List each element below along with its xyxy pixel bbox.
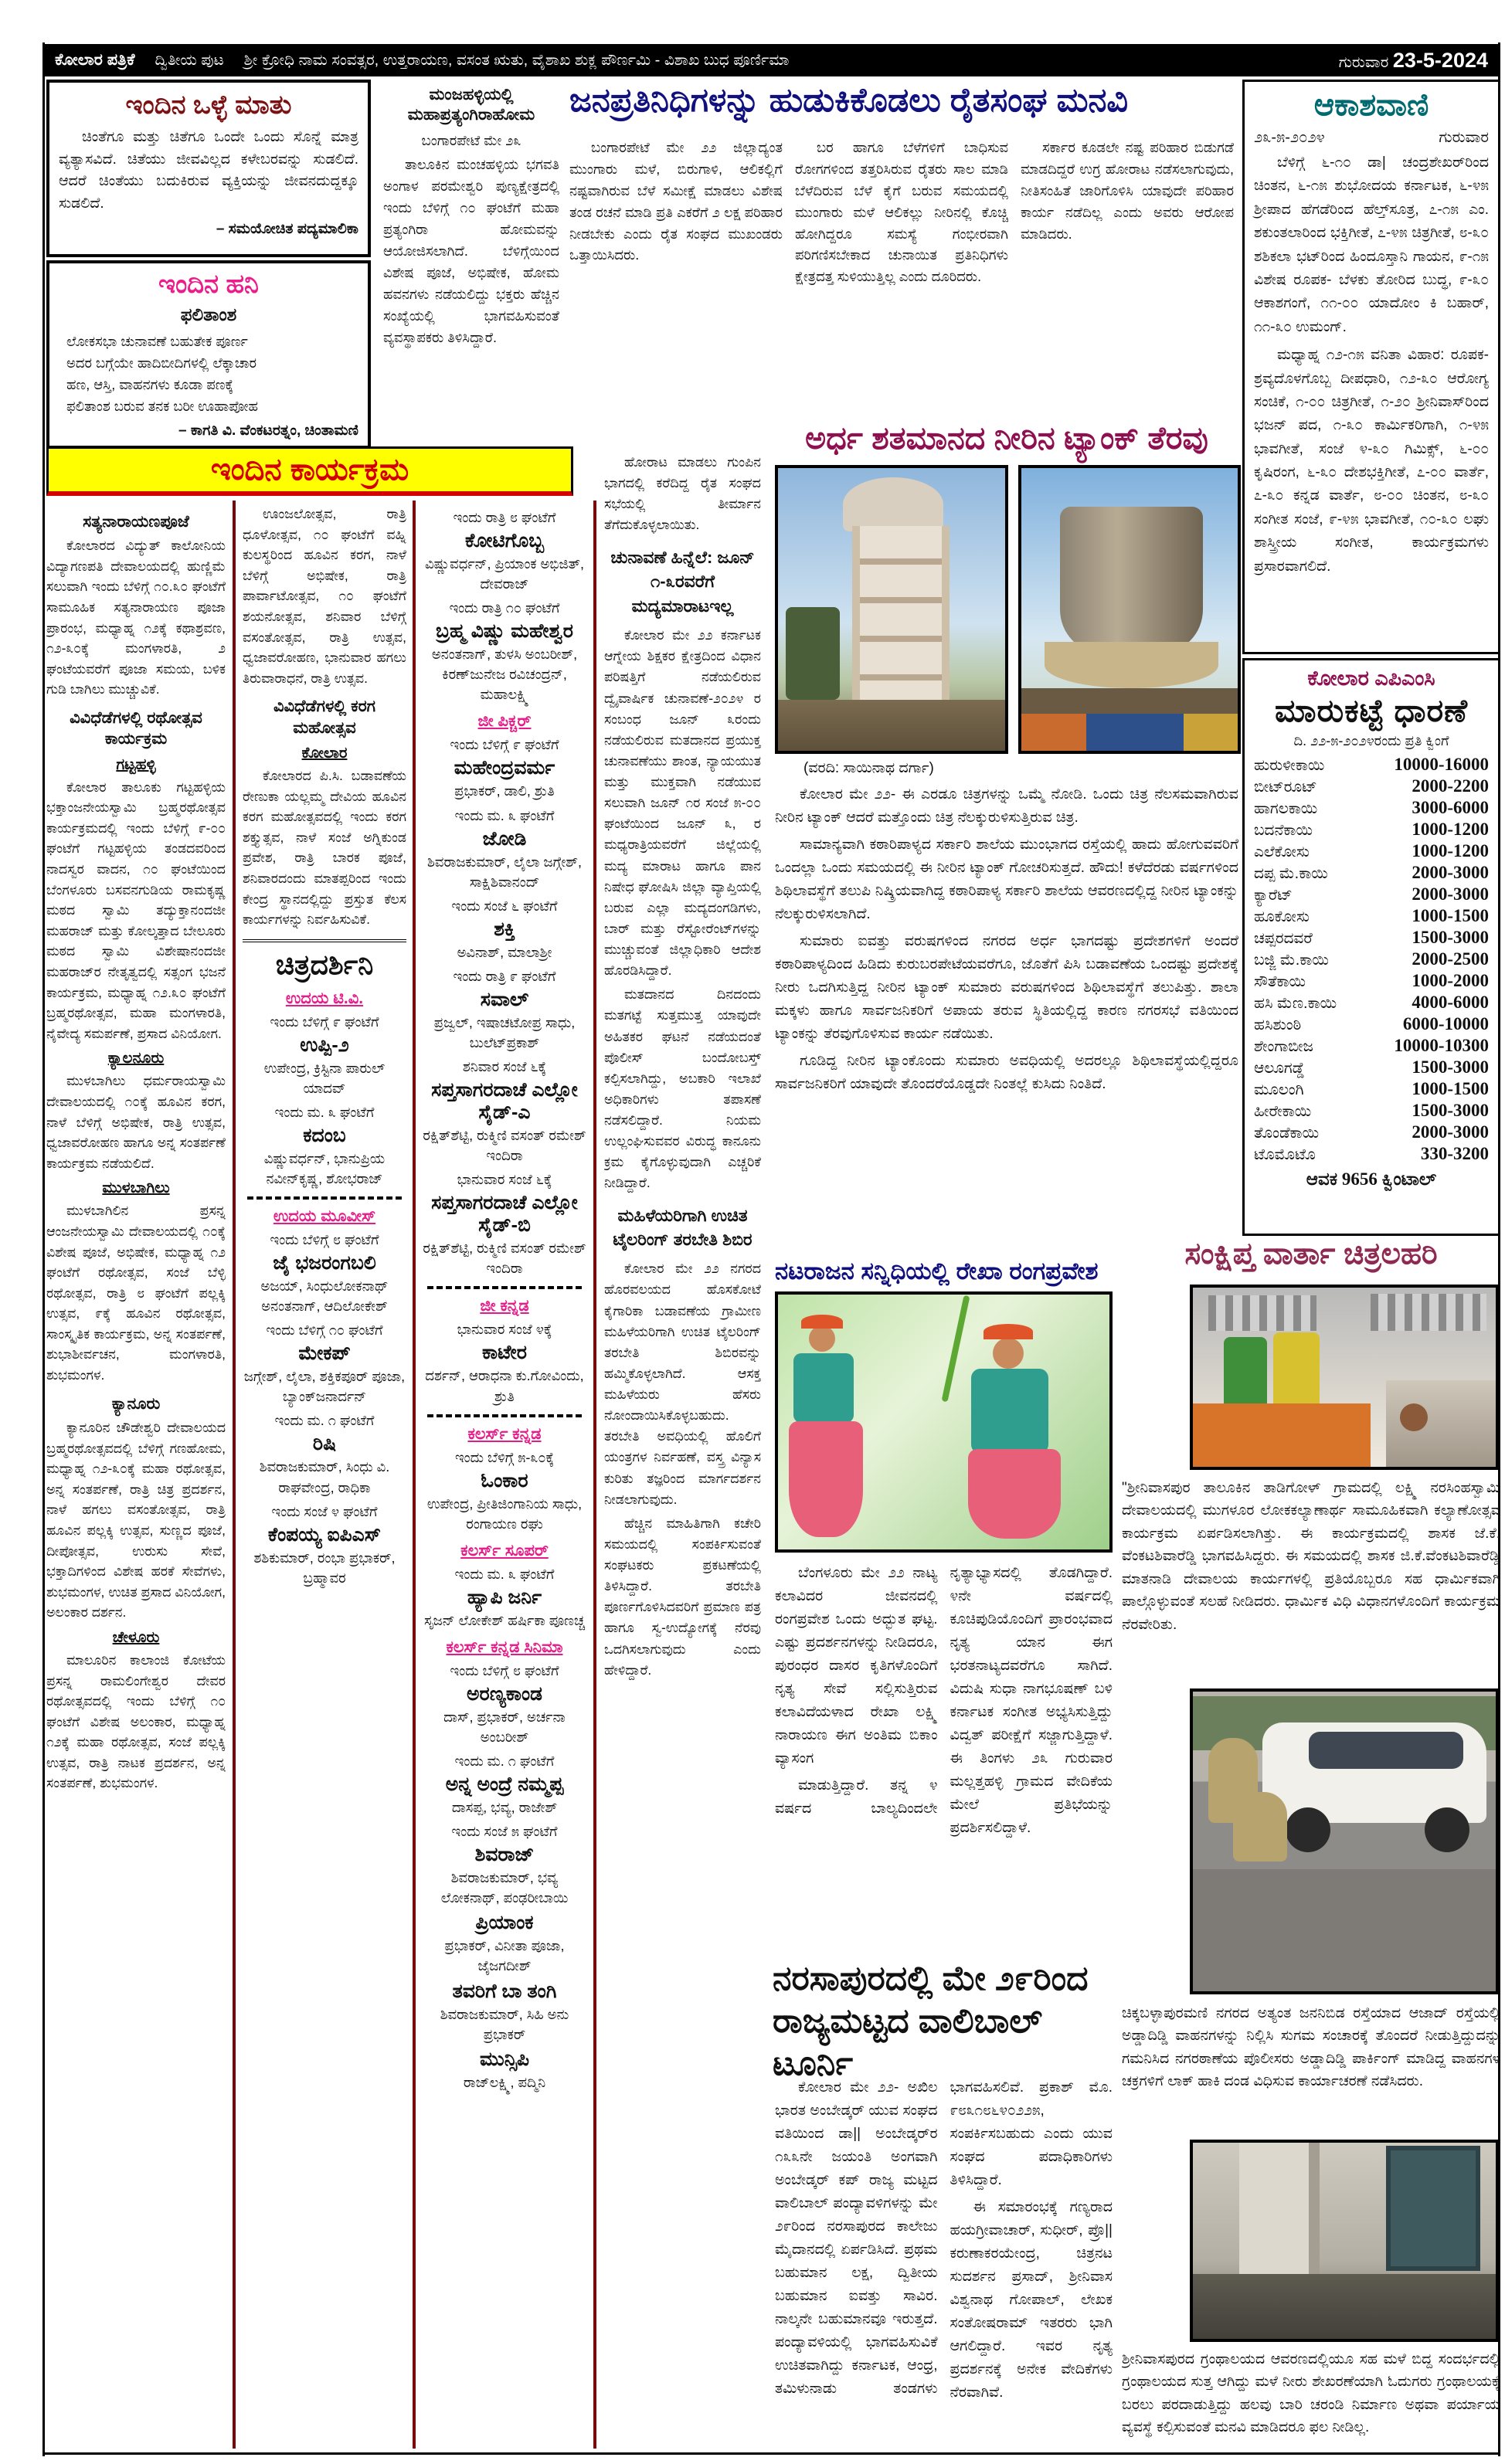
program-block: ಅನಂತನಾಗ್, ತುಳಸಿ ಅಂಬರೀಶ್, ಕಿರಣ್‌ಜುನೇಜ ರವಿಚಂದ್ರನ್, ಮಹಾಲಕ್ಷ್ಮಿ [431,647,578,703]
program-block: ಜೋಡಿ [482,827,527,850]
program-block: ಇಂದು ರಾತ್ರಿ ೧೦ ಘಂಟೆಗೆ [449,600,560,616]
market-kicker: ಕೋಲಾರ ಎಪಿಎಂಸಿ [1307,667,1435,690]
program-block: ಉಪೇಂದ್ರ, ಪ್ರೀತಿಜಿಂಗಾನಿಯ ಸಾಧು, ರಂಗಾಯಣ ರಘು [426,1495,583,1532]
program-block: ಉದಯ ಮೂವೀಸ್ [273,1207,376,1226]
market-footer: ಆವಕ 9656 ಕ್ವಿಂಟಾಲ್ [1306,1169,1437,1189]
program-block: ಪ್ರಿಯಾಂಕ [475,1912,534,1934]
commodity-name: ಚಪ್ಪರದವರೆ [1254,930,1313,947]
commodity-name: ಬದನೆಕಾಯಿ [1254,822,1313,839]
volleyball-text: ಕೋಲಾರ ಮೇ ೨೨- ಅಖಿಲ ಭಾರತ ಅಂಬೇಡ್ಕರ್ ಯುವ ಸಂಘದ ವತಿಯಿಂದ ಡಾ|| ಅಂಬೇಡ್ಕರ್‌ರ ೧೩೩ನೇ ಜಯಂತಿ ಅಂಗವಾಗಿ ಅಂಬೇಡ್ಕರ್ ಕಪ್ ರಾಜ್ಯ ಮಟ್ಟದ ವಾಲಿಬಾಲ್ ಪಂದ್ಯಾವಳಿಗಳನ್ನು ಮೇ ೨೯ರಿಂದ ನರಸಾಪುರದ ಕಾಲೇಜು ಮೈದಾನದಲ್ಲಿ ಏರ್ಪಡಿಸಿದೆ. ಪ್ರಥಮ ಬಹುಮಾನ ಲಕ್ಷ, ದ್ವಿತೀಯ ಬಹುಮಾನ ಐವತ್ತು ಸಾವಿರ. ನಾಲ್ಕನೇ ಬಹುಮಾನವೂ ಇರುತ್ತದೆ. ಪಂದ್ಯಾವಳಿಯಲ್ಲಿ ಭಾಗವಹಿಸುವಿಕೆ ಉಚಿತವಾಗಿದ್ದು ಕರ್ನಾಟಕ, ಆಂಧ್ರ, ತಮಿಳುನಾಡು ತಂಡಗಳು ಭಾಗವಹಿಸಲಿವೆ. ಪ್ರಕಾಶ್ ಮೊ. ೯೮೩೧೮೬೪೦೨೨೫, ಸಂಪರ್ಕಿಸಬಹುದು ಎಂದು ಯುವ ಸಂಘದ ಪದಾಧಿಕಾರಿಗಳು ತಿಳಿಸಿದ್ದಾರೆ. [775,2079,1113,2398]
main-col2: ಬರ ಹಾಗೂ ಬೆಳೆಗಳಿಗೆ ಬಾಧಿಸುವ ರೋಗಗಳಿಂದ ತತ್ತರಿಸಿರುವ ರೈತರು ಸಾಲ ಮಾಡಿ ಬೆಳೆದಿರುವ ಬೆಳೆ ಕೈಗೆ ಬರುವ ಸಮಯದಲ್ಲಿ ಮುಂಗಾರು ಮಳೆ ಆಲಿಕಲ್ಲು ನೀರಿನಲ್ಲಿ ಕೊಚ್ಚಿ ಹೋಗಿದ್ದರೂ ಸಮಸ್ಯೆ ಗಂಭೀರವಾಗಿ ಪರಿಗಣಿಸಬೇಕಾದ ಚುನಾಯಿತ ಪ್ರತಿನಿಧಿಗಳು ಕ್ಷೇತ್ರದತ್ತ ಸುಳಿಯುತ್ತಿಲ್ಲ ಎಂದು ದೂರಿದರು. [795,140,1008,285]
market-row [1252,1100,1490,1122]
col4-lead [604,452,761,536]
program-block: ಕ್ಯಾಲನೂರು [107,1050,165,1067]
dancer1-skirt [789,1421,863,1537]
price-range: 2000-2500 [1412,949,1489,969]
program-block: ಇಂದು ಮ. ೩ ಘಂಟೆಗೆ [454,1566,555,1582]
program-block: ಶನಿವಾರ ಸಂಜೆ ೬ಕ್ಕೆ [462,1059,547,1075]
sankshipta-title: ಸಂಕ್ಷಿಪ್ತ ವಾರ್ತಾ ಚಿತ್ರಲಹರಿ [1184,1237,1438,1271]
price-range: 1000-1200 [1412,820,1489,839]
program-block: ಕೋಟಿಗೊಬ್ಬ [465,530,544,552]
hani-title: ಇಂದಿನ ಹನಿ [158,270,259,299]
dancer2-face [993,1338,1024,1369]
program-block: ಭಾನುವಾರ ಸಂಜೆ ೪ಕ್ಕೆ [457,1322,552,1338]
hani-line: ಅದರ ಬಗ್ಗೆಯೇ ಹಾದಿಬೀದಿಗಳಲ್ಲಿ ಲೆಕ್ಕಾಚಾರ [66,355,257,371]
rangapravesha-col2: ಮಾಡುತ್ತಿದ್ದಾರೆ. ತನ್ನ ೪ ವರ್ಷದ ಬಾಲ್ಯದಿಂದಲೇ ನೃತ್ಯಾಭ್ಯಾಸದಲ್ಲಿ ತೊಡಗಿದ್ದಾರೆ. ೪ನೇ ವರ್ಷದಲ್ಲಿ ಕೂಚಿಪುಡಿಯೊಂದಿಗೆ ಪ್ರಾರಂಭವಾದ ನೃತ್ಯ ಯಾನ ಈಗ ಭರತನಾಟ್ಯದವರೆಗೂ ಸಾಗಿದೆ. ವಿದುಷಿ ಸುಧಾ ನಾಗಭೂಷಣ್ ಬಳಿ ಕರ್ನಾಟಕ ಸಂಗೀತ ಅಭ್ಯಸಿಸುತ್ತಿದ್ದು ವಿದ್ವತ್ ಪರೀಕ್ಷೆಗೆ ಸಜ್ಜಾಗುತ್ತಿದ್ದಾಳೆ. ಈ ತಿಂಗಳು ೨೩ ಗುರುವಾರ ಮಲ್ಲತ್ತಹಳ್ಳಿ ಗ್ರಾಮದ ವೇದಿಕೆಯ ಮೇಲೆ ಪ್ರತಿಭೆಯನ್ನು ಪ್ರದರ್ಶಿಸಲಿದ್ದಾಳೆ. [775,1565,1113,1837]
program-block: ಇಂದು ಬೆಳಿಗ್ಗೆ ೯ ಘಂಟೆಗೆ [450,737,559,753]
programs-col1 [46,504,226,2444]
program-block: ಕಲರ್ಸ್ ಸೂಪರ್ [460,1541,549,1560]
market-row [1252,884,1490,905]
tank-base [1045,642,1218,688]
hani-line: ಲೋಕಸಭಾ ಚುನಾವಣೆ ಬಹುತೇಕ ಪೂರ್ಣ [66,334,248,349]
program-block: ಶಿವರಾಜಕುಮಾರ್, ಸಿಹಿ ಅನು ಪ್ರಭಾಕರ್ [440,2006,569,2042]
dancer2-headpiece [984,1324,1033,1339]
rangapravesha-headline: ನಟರಾಜನ ಸನ್ನಿಧಿಯಲ್ಲಿ ರೇಖಾ ರಂಗಪ್ರವೇಶ [775,1257,1099,1285]
tank-headline: ಅರ್ಧ ಶತಮಾನದ ನೀರಿನ ಟ್ಯಾಂಕ್ ತೆರವು [805,420,1208,456]
program-block: ಸೃಜನ್ ಲೋಕೇಶ್ ಹರ್ಷಿಕಾ ಪೂಣಚ್ಚ [423,1612,586,1628]
program-block: ವಿಷ್ಣುವರ್ಧನ್, ಭಾನುಪ್ರಿಯ ನವೀನ್‌ಕೃಷ್ಣ, ಶೋಭರಾಜ್ [263,1150,386,1186]
program-block [247,1196,402,1200]
rangapravesha-col1: ಬೆಂಗಳೂರು ಮೇ ೨೨ ನಾಟ್ಯ ಕಲಾವಿದರ ಜೀವನದಲ್ಲಿ ರಂಗಪ್ರವೇಶ ಒಂದು ಅದ್ಭುತ ಘಟ್ಟ. ಎಷ್ಟು ಪ್ರದರ್ಶನಗಳನ್ನು ನೀಡಿದರೂ, ಪುರಂಧರ ದಾಸರ ಕೃತಿಗಳೊಂದಿಗೆ ನೃತ್ಯ ಸೇವೆ ಸಲ್ಲಿಸುತ್ತಿರುವ ಕಲಾವಿದೆಯಳಾದ ರೇಖಾ ಲಕ್ಷ್ಮಿ ನಾರಾಯಣ ಈಗ ಅಂತಿಮ ಬಿಕಾಂ ವ್ಯಾಸಂಗ [775,1565,938,1767]
price-range: 2000-3000 [1412,863,1489,882]
commodity-name: ಬಜ್ಜಿ ಮೆ.ಕಾಯಿ [1254,952,1329,969]
policeman-2 [1233,1792,1287,1862]
manjahalli-body [383,131,559,349]
market-row [1252,1057,1490,1078]
commodity-name: ತೊಂಡೆಕಾಯಿ [1254,1125,1320,1142]
water-tower-photo [775,465,1008,754]
price-range: 10000-10300 [1394,1036,1489,1055]
hani-lines [59,331,358,418]
program-block: ಇಂದು ಸಂಜೆ ೪ ಘಂಟೆಗೆ [271,1503,378,1519]
price-range: 2000-2200 [1412,776,1489,796]
page-frame-left [42,42,45,2456]
ritual-table [1193,1403,1371,1470]
market-row [1252,992,1490,1013]
page-label: ದ್ವಿತೀಯ ಪುಟ [155,51,224,69]
tank-photo-credit: (ವರದಿ: ಸಾಯಿನಾಥ ದರ್ಗಾ) [803,760,934,776]
program-block: ಚೇಳೂರು [112,1628,160,1646]
tank-cylinder [1060,507,1203,653]
commodity-name: ಹಸಿಶುಂಠಿ [1254,1016,1302,1033]
price-range: 1000-1200 [1412,841,1489,860]
program-block: ಚಿತ್ರದರ್ಶಿನಿ [243,939,406,982]
pillar [1239,2143,1320,2274]
masthead [42,44,1500,76]
program-block: ಇಂದು ಬೆಳಿಗ್ಗೆ ೫-೩೦ಕ್ಕೆ [454,1449,555,1465]
green-door [1386,2146,1480,2271]
manjahalli-text: ತಾಲೂಕಿನ ಮಂಚಹಳ್ಳಿಯ ಭಗವತಿ ಅಂಗಾಳ ಪರಮೇಶ್ವರಿ ಪುಣ್ಯಕ್ಷೇತ್ರದಲ್ಲಿ ಇಂದು ಬೆಳಿಗ್ಗೆ ೧೦ ಘಂಟೆಗೆ ಮಹಾ ಪ್ರತ್ಯಂಗಿರಾ ಹೋಮವನ್ನು ಆಯೋಜಿಸಲಾಗಿದೆ. ಬೆಳಿಗ್ಗೆಯಿಂದ ವಿಶೇಷ ಪೂಜೆ, ಅಭಿಷೇಕ, ಹೋಮ ಹವನಗಳು ನಡೆಯಲಿದ್ದು ಭಕ್ತರು ಹೆಚ್ಚಿನ ಸಂಖ್ಯೆಯಲ್ಲಿ ಭಾಗವಹಿಸುವಂತೆ ವ್ಯವಸ್ಥಾಪಕರು ತಿಳಿಸಿದ್ದಾರೆ. [383,157,559,345]
price-range: 330-3200 [1420,1144,1489,1163]
program-block: ಸವಾಲ್ [480,988,529,1010]
program-block: ತವರಿಗೆ ಬಾ ತಂಗಿ [452,1980,557,2002]
volleyball-headline [773,1957,1097,2085]
tank-article-body [775,783,1238,1247]
main-headline: ಜನಪ್ರತಿನಿಧಿಗಳನ್ನು ಹುಡುಕಿಕೊಡಲು ರೈತಸಂಘ ಮನವಿ [569,82,1129,119]
program-block: ಅಜಯ್, ಸಿಂಧುಲೋಕನಾಥ್ ಅನಂತನಾಗ್, ಆದಿಲೋಕೇಶ್ [260,1278,389,1315]
program-block: ಅವಿನಾಶ್, ಮಾಲಾಶ್ರೀ [457,944,552,960]
price-range: 1000-2000 [1412,971,1489,990]
program-block: ಊಂಜಲೋತ್ಸವ, ರಾತ್ರಿ ಧೂಳೋತ್ಸವ, ೧೦ ಘಂಟೆಗೆ ವಹ್ನಿ ಕುಲಸ್ಥರಿಂದ ಹೂವಿನ ಕರಗ, ನಾಳೆ ಬೆಳಿಗ್ಗೆ ಅಭಿಷೇಕ, ರಾತ್ರಿ ಪಾರ್ವಾಟೋತ್ಸವ, ೧೦ ಘಂಟೆಗೆ ಶಯನೋತ್ಸವ, ಶನಿವಾರ ಬೆಳಿಗ್ಗೆ ವಸಂತೋತ್ಸವ, ರಾತ್ರಿ ಉತ್ಸವ, ಧ್ವಜಾವರೋಹಣ, ಭಾನುವಾರ ಹಗಲು ತಿರುವಾರಾಧನೆ, ರಾತ್ರಿ ಉತ್ಸವ. [243,506,406,686]
news-col4 [604,452,761,2449]
commodity-name: ಎಲೆಕೋಸು [1254,843,1310,860]
program-block: ಕಲರ್ಸ್ ಕನ್ನಡ [467,1424,542,1443]
program-block: ಕ್ಯಾನೂರು [111,1394,161,1413]
sankshipta-item2-text: ಚಿಕ್ಕಬಳ್ಳಾಪುರಮಣಿ ನಗರದ ಅತ್ಯಂತ ಜನನಿಬಿಡ ರಸ್ತೆಯಾದ ಆಜಾದ್ ರಸ್ತೆಯಲ್ಲಿ ಅಡ್ಡಾದಿಡ್ಡಿ ವಾಹನಗಳನ್ನು ನಿಲ್ಲಿಸಿ ಸುಗಮ ಸಂಚಾರಕ್ಕೆ ತೊಂದರೆ ನೀಡುತ್ತಿದ್ದುದನ್ನು ಗಮನಿಸಿದ ನಗರಠಾಣೆಯ ಪೊಲೀಸರು ಅಡ್ಡಾದಿಡ್ಡಿ ಪಾರ್ಕಿಂಗ್ ಮಾಡಿದ್ದ ವಾಹನಗಳ ಚಕ್ರಗಳಿಗೆ ಲಾಕ್ ಹಾಕಿ ದಂಡ ವಿಧಿಸುವ ಕಾರ್ಯಾಚರಣೆ ನಡೆಸಿದರು. [1122,2005,1500,2090]
program-block: ರಕ್ಷಿತ್‌ಶೆಟ್ಟಿ, ರುಕ್ಮಿಣಿ ವಸಂತ್ ರಮೇಶ್ ಇಂದಿರಾ [423,1240,586,1277]
rangapravesha-tail: ಈ ಸಮಾರಂಭಕ್ಕೆ ಗಣ್ಯರಾದ ಹಯಗ್ರೀವಾಚಾರ್, ಸುಧೀರ್, ಪ್ರೊ|| ಕರುಣಾಕರಯೇಂದ್ರ, ಚಿತ್ರನಟ ಸುದರ್ಶನ ಪ್ರಸಾದ್, ಶ್ರೀನಿವಾಸ ವಿಶ್ವನಾಥ ಗೋಪಾಲ್, ಲೇಖಕ ಸಂತೋಷರಾಮ್ ಇತರರು ಭಾಗಿ ಆಗಲಿದ್ದಾರೆ. ಇವರ ನೃತ್ಯ ಪ್ರದರ್ಶನಕ್ಕೆ ಅನೇಕ ವೇದಿಕೆಗಳು ನೆರವಾಗಿವೆ. [950,2199,1113,2401]
price-range: 10000-16000 [1394,755,1489,774]
program-block: ಓಂಕಾರ [481,1469,528,1492]
hani-subtitle: ಫಲಿತಾಂಶ [180,304,237,324]
program-block: ಹ್ಯಾಪಿ ಜರ್ನಿ [467,1586,542,1608]
tree-left [786,607,840,700]
tank-p1: ಕೋಲಾರ ಮೇ ೨೨- ಈ ಎರಡೂ ಚಿತ್ರಗಳನ್ನು ಒಮ್ಮೆ ನೋಡಿ. ಒಂದು ಚಿತ್ರ ನೆಲಸಮವಾಗಿರುವ ನೀರಿನ ಟ್ಯಾಂಕ್ ಆದರೆ ಮತ್ತೊಂದು ಚಿತ್ರ ನೆಲಕ್ಕುರುಳಿಸುತ್ತಿರುವ ಚಿತ್ರ. [775,786,1238,826]
program-block: ಬ್ರಹ್ಮ ವಿಷ್ಣು ಮಹೇಶ್ವರ [436,620,573,643]
programs-col2 [243,504,406,2444]
program-block: ಶಿವರಾಜ್ [474,1844,535,1866]
program-block: ಶಿವರಾಜಕುಮಾರ್, ಭವ್ಯ ಲೋಕನಾಥ್, ಪಂಢರೀಬಾಯಿ [440,1870,569,1906]
program-block: ಜಗ್ಗೇಶ್, ಲೈಲಾ, ಶಕ್ತಿಕಪೂರ್ ಪೂಜಾ, ಬ್ಯಾಂಕ್‌ಜನಾರ್ದನ್ [243,1369,406,1405]
program-block: ಗಟ್ಟಹಳ್ಳಿ [116,755,156,773]
commodity-name: ಕ್ಯಾರೆಟ್ [1254,887,1293,904]
akashavani-day: ಗುರುವಾರ [1439,129,1489,146]
volleyball-headline-line1: ನರಸಾಪುರದಲ್ಲಿ ಮೇ ೨೯ರಿಂದ [773,1960,1089,1997]
road [1193,1869,1496,1994]
car-wheel-rear [1425,1807,1469,1852]
price-range: 1500-3000 [1412,928,1489,947]
program-block: ಇಂದು ಬೆಳಿಗ್ಗೆ ೮ ಘಂಟೆಗೆ [450,1662,559,1678]
car-wheel-front [1286,1807,1330,1852]
sankshipta-item1-text: "ಶ್ರೀನಿವಾಸಪುರ ತಾಲೂಕಿನ ತಾಡಿಗೋಳ್ ಗ್ರಾಮದಲ್ಲಿ ಲಕ್ಷ್ಮಿ ನರಸಿಂಹಸ್ವಾಮಿ ದೇವಾಲಯದಲ್ಲಿ ಮುಗಳೂರ ಲೋಕಕಲ್ಯಾಣಾರ್ಥ ಸಾಮೂಹಿಕವಾಗಿ ಕಲ್ಯಾಣೋತ್ಸವ ಕಾರ್ಯಕ್ರಮ ಏರ್ಪಡಿಸಲಾಗಿತ್ತು. ಈ ಕಾರ್ಯಕ್ರಮದಲ್ಲಿ ಶಾಸಕ ಜೆ.ಕೆ. ವೆಂಕಟಶಿವಾರೆಡ್ಡಿ ಭಾಗವಹಿಸಿದ್ದರು. ಈ ಸಮಯದಲ್ಲಿ ಶಾಸಕ ಜಿ.ಕೆ.ವೆಂಕಟಶಿವಾರೆಡ್ಡಿ ಮಾತನಾಡಿ ದೇವಾಲಯ ಕಾರ್ಯಗಳಲ್ಲಿ ಪ್ರತಿಯೊಬ್ಬರೂ ಸಹ ಧಾರ್ಮಿಕವಾಗಿ ಪಾಲ್ಗೊಳ್ಳುವಂತೆ ಸಲಹೆ ನೀಡಿದರು. ಧಾರ್ಮಿಕ ವಿಧಿ ವಿಧಾನಗಳೊಂದಿಗೆ ಕಾರ್ಯಕ್ರಮ ನೆರವೇರಿತು. [1122,1480,1500,1633]
program-block: ರಾಜ್‌ಲಕ್ಷ್ಮಿ, ಪದ್ಮಿನಿ [463,2074,546,2090]
ground-rubble [778,700,1005,754]
column-rule-3 [593,501,596,2449]
program-block: ಮುಳಬಾಗಿಲು ಧರ್ಮರಾಯಸ್ವಾಮಿ ದೇವಾಲಯದಲ್ಲಿ ೧೦ಕ್ಕೆ ಹೂವಿನ ಕರಗ, ನಾಳೆ ಬೆಳಿಗ್ಗೆ ಅಭಿಷೇಕ, ರಾತ್ರಿ ಉತ್ಸವ, ಧ್ವಜಾವರೋಹಣ ಹಾಗೂ ಅನ್ನ ಸಂತರ್ಪಣೆ ಕಾರ್ಯಕ್ರಮ ನಡೆಯಲಿದೆ. [46,1073,226,1171]
program-block: ಉದಯ ಟಿ.ವಿ. [285,989,364,1007]
program-block: ವಿಷ್ಣುವರ್ಧನ್, ಪ್ರಿಯಾಂಕ ಅಭಿಜಿತ್, ದೇವರಾಜ್ [425,556,584,592]
program-block: ಇಂದು ಮ. ೧ ಘಂಟೆಗೆ [454,1753,555,1770]
commodity-name: ಹೂಕೋಸು [1254,908,1310,925]
program-block: ಇಂದು ಸಂಜೆ ೬ ಘಂಟೆಗೆ [451,898,558,914]
price-range: 2000-3000 [1412,1122,1489,1142]
price-range: 1000-1500 [1412,1079,1489,1098]
liquor-ban-p1: ಕೋಲಾರ ಮೇ ೨೨ ಕರ್ನಾಟಕ ಆಗ್ನೇಯ ಶಿಕ್ಷಕರ ಕ್ಷೇತ್ರದಿಂದ ವಿಧಾನ ಪರಿಷತ್ತಿಗೆ ನಡೆಯಲಿರುವ ದ್ವೈವಾರ್ಷಿಕ ಚುನಾವಣೆ-೨೦೨೪ ರ ಸಂಬಂಧ ಜೂನ್ ೩ರಂದು ನಡೆಯಲಿರುವ ಮತದಾನದ ಪ್ರಯುಕ್ತ ಚುನಾವಣೆಯು ಶಾಂತ, ನ್ಯಾಯಯುತ ಮತ್ತು ಮುಕ್ತವಾಗಿ ನಡೆಯುವ ಸಲುವಾಗಿ ಜೂನ್ ೧ರ ಸಂಜೆ ೫-೦೦ ಘಂಟೆಯಿಂದ ಜೂನ್ ೩, ರ ಮಧ್ಯರಾತ್ರಿಯವರೆಗೆ ಜಿಲ್ಲೆಯಲ್ಲಿ ಮದ್ಯ ಮಾರಾಟ ಹಾಗೂ ಪಾನ ನಿಷೇಧ ಘೋಷಿಸಿ ಜಿಲ್ಲಾ ವ್ಯಾಪ್ತಿಯಲ್ಲಿ ಬರುವ ಎಲ್ಲಾ ಮದ್ಯದಂಗಡಿಗಳು, ಬಾರ್ ಮತ್ತು ರೆಸ್ಟೋರೆಂಟ್‌ಗಳನ್ನು ಮುಚ್ಚುವಂತೆ ಜಿಲ್ಲಾಧಿಕಾರಿ ಆದೇಶ ಹೊರಡಿಸಿದ್ದಾರೆ. [604,627,761,979]
program-block: ಮುನ್ಸಿಪಿ [479,2048,530,2070]
program-block: ಉಪ್ಪಿ-೨ [300,1033,349,1056]
commodity-name: ಹಸಿ ಮೆಣ.ಕಾಯಿ [1254,995,1337,1012]
program-block: ಶಕ್ತಿ [494,918,515,940]
market-row [1252,1078,1490,1100]
program-block: ಕದಂಬ [303,1124,346,1146]
today-programs-title: ಇಂದಿನ ಕಾರ್ಯಕ್ರಮ [210,453,409,487]
program-block: ಮಾಲೂರಿನ ಕಾಲಾಂಜಿ ಕೋಟೆಯ ಪ್ರಸನ್ನ ರಾಮಲಿಂಗೇಶ್ವರ ದೇವರ ರಥೋತ್ಸವದಲ್ಲಿ ಇಂದು ಬೆಳಿಗ್ಗೆ ೧೦ ಘಂಟೆಗೆ ವಿಶೇಷ ಅಲಂಕಾರ, ಮಧ್ಯಾಹ್ನ ೧೨ಕ್ಕೆ ಮಹಾ ರಥೋತ್ಸವ, ಸಂಜೆ ಪಲ್ಲಕ್ಕಿ ಉತ್ಸವ, ರಾತ್ರಿ ನಾಟಕ ಪ್ರದರ್ಶನ, ಅನ್ನ ಸಂತರ್ಪಣೆ, ಶುಭಮಂಗಳ. [46,1651,226,1791]
tailoring-p1: ಕೋಲಾರ ಮೇ ೨೨ ನಗರದ ಹೊರವಲಯದ ಹೊಸಕೋಟೆ ಕೈಗಾರಿಕಾ ಬಡಾವಣೆಯ ಗ್ರಾಮೀಣ ಮಹಿಳೆಯರಿಗಾಗಿ ಉಚಿತ ಟೈಲರಿಂಗ್ ತರಬೇತಿ ಶಿಬಿರವನ್ನು ಹಮ್ಮಿಕೊಳ್ಳಲಾಗಿದೆ. ಆಸಕ್ತ ಮಹಿಳೆಯರು ಹೆಸರು ನೋಂದಾಯಿಸಿಕೊಳ್ಳಬಹುದು. ತರಬೇತಿ ಅವಧಿಯಲ್ಲಿ ಹೊಲಿಗೆ ಯಂತ್ರಗಳ ನಿರ್ವಹಣೆ, ವಸ್ತ್ರ ವಿನ್ಯಾಸ ಕುರಿತು ತಜ್ಞರಿಂದ ಮಾರ್ಗದರ್ಶನ ನೀಡಲಾಗುವುದು. [604,1261,761,1507]
price-range: 1500-3000 [1412,1057,1489,1077]
market-row [1252,754,1490,776]
market-row [1252,1122,1490,1143]
program-block: ಉಪೇಂದ್ರ, ಕ್ರಿಸ್ಟಿನಾ ಪಾರುಲ್ ಯಾದವ್ [263,1060,386,1096]
program-block: ವಿವಿಧೆಡೆಗಳಲ್ಲಿ ಕರಗ ಮಹೋತ್ಸವ [273,697,376,737]
market-row [1252,840,1490,862]
program-block: ಭಾನುವಾರ ಸಂಜೆ ೬ಕ್ಕೆ [457,1172,552,1188]
dancer2-costume [971,1369,1048,1454]
tank-p2: ಸಾಮಾನ್ಯವಾಗಿ ಕಠಾರಿಪಾಳ್ಯದ ಸರ್ಕಾರಿ ಶಾಲೆಯ ಮುಂಭಾಗದ ರಸ್ತೆಯಲ್ಲಿ ಹಾದು ಹೋಗುವವರಿಗೆ ಒಂದಲ್ಲಾ ಒಂದು ಸಮಯದಲ್ಲಿ ಈ ನೀರಿನ ಟ್ಯಾಂಕ್ ಗೋಚರಿಸುತ್ತದೆ. ಹೌದು! ಕಳೆದೆರಡು ವರ್ಷಗಳಿಂದ ಶಿಥಿಲಾವಸ್ಥೆಗೆ ತಲುಪಿ ನಿಷ್ಕ್ರಿಯವಾಗಿದ್ದ ಕಠಾರಿಪಾಳ್ಯ ಸರ್ಕಾರಿ ಶಾಲೆಯ ಆವರಣದಲ್ಲಿದ್ದ ನೀರಿನ ಟ್ಯಾಂಕನ್ನು ನೆಲಕ್ಕುರುಳಿಸಲಾಗಿದೆ. [775,837,1238,923]
program-block: ಜೀ ಕನ್ನಡ [480,1297,529,1315]
volleyball-headline-line2: ರಾಜ್ಯಮಟ್ಟದ ವಾಲಿಬಾಲ್ ಟೂರ್ನಿ [773,2002,1042,2082]
date-value: 23-5-2024 [1392,48,1488,72]
market-row [1252,949,1490,970]
program-block: ಶಿವರಾಜಕುಮಾರ್, ಲೈಲಾ ಜಗ್ಗೇಶ್, ಸಾಕ್ಷಿಶಿವಾನಂದ್ [427,854,582,890]
program-block: ಇಂದು ಮ. ೩ ಘಂಟೆಗೆ [274,1104,375,1120]
tank-p3: ಸುಮಾರು ಐವತ್ತು ವರುಷಗಳಿಂದ ನಗರದ ಅರ್ಧ ಭಾಗದಷ್ಟು ಪ್ರದೇಶಗಳಿಗೆ ಅಂದರೆ ಕಠಾರಿಪಾಳ್ಯದಿಂದ ಹಿಡಿದು ಕುರುಬರಪೇಟೆಯವರೆಗೂ, ಜೊತೆಗೆ ಪಿಸಿ ಬಡಾವಣೆಯ ಒಂದಷ್ಟು ಪ್ರದೇಶಕ್ಕೆ ನೀರು ಒದಗಿಸುತ್ತಿದ್ದ ನೀರಿನ ಟ್ಯಾಂಕ್ ಸುಮಾರು ವರುಷಗಳಿಂದ ಶಿಥಿಲಾವಸ್ಥೆಗೆ ತಲುಪಿತ್ತು. ಶಾಲಾ ಮಕ್ಕಳು ಹಾಗೂ ಸಾರ್ವಜನಿಕರಿಗೆ ಅಪಾಯ ತರುವ ಸ್ಥಿತಿಯಲ್ಲಿದ್ದ ಕಾರಣ ನಗರಸಭೆ ವತಿಯಿಂದ ಟ್ಯಾಂಕನ್ನು ತೆರವುಗೊಳಿಸುವ ಕಾರ್ಯ ನಡೆಯಿತು. [775,933,1238,1043]
program-block: ಸಪ್ತಸಾಗರದಾಚೆ ಎಲ್ಲೋ ಸೈಡ್-ಬಿ [431,1192,578,1237]
tailoring-p2: ಹೆಚ್ಚಿನ ಮಾಹಿತಿಗಾಗಿ ಕಚೇರಿ ಸಮಯದಲ್ಲಿ ಸಂಪರ್ಕಿಸುವಂತೆ ಸಂಘಟಕರು ಪ್ರಕಟಣೆಯಲ್ಲಿ ತಿಳಿಸಿದ್ದಾರೆ. ತರಬೇತಿ ಪೂರ್ಣಗೊಳಿಸಿದವರಿಗೆ ಪ್ರಮಾಣ ಪತ್ರ ಹಾಗೂ ಸ್ವ-ಉದ್ಯೋಗಕ್ಕೆ ನೆರವು ಒದಗಿಸಲಾಗುವುದು ಎಂದು ಹೇಳಿದ್ದಾರೆ. [604,1515,761,1678]
price-range: 4000-6000 [1412,993,1489,1012]
program-block: ಸಪ್ತಸಾಗರದಾಚೆ ಎಲ್ಲೋ ಸೈಡ್-ಎ [431,1079,578,1124]
price-range: 1500-3000 [1412,1101,1489,1120]
program-block: ವಿವಿಧೆಡೆಗಳಲ್ಲಿ ರಥೋತ್ಸವ ಕಾರ್ಯಕ್ರಮ [70,709,202,748]
market-row [1252,819,1490,840]
program-block: ಕಲರ್ಸ್ ಕನ್ನಡ ಸಿನಿಮಾ [446,1638,563,1656]
akashavani-body [1254,151,1489,579]
program-block: ಪ್ರಭಾಕರ್, ಡಾಲಿ, ಶ್ರುತಿ [454,783,555,799]
window-grill [1208,1295,1316,1331]
main-col3: ಸರ್ಕಾರ ಕೂಡಲೇ ನಷ್ಟ ಪರಿಹಾರ ಬಿಡುಗಡೆ ಮಾಡದಿದ್ದರೆ ಉಗ್ರ ಹೋರಾಟ ನಡೆಸಲಾಗುವುದು, ನೀತಿಸಂಹಿತೆ ಜಾರಿಗೊಳಿಸಿ ಯಾವುದೇ ಪರಿಹಾರ ಕಾರ್ಯ ನಡೆದಿಲ್ಲ ಎಂದು ಅವರು ಆರೋಪ ಮಾಡಿದರು. [1021,140,1234,242]
hani-credit: – ಕಾಗತಿ ವಿ. ವೆಂಕಟರತ್ನಂ, ಚಿಂತಾಮಣಿ [178,422,358,439]
dancer1-headpiece [801,1315,843,1329]
window-grill-2 [1371,1294,1486,1331]
market-rates-box [1242,658,1500,1236]
program-block: ದಾಸಪ್ಪ, ಭವ್ಯ, ರಾಜೇಶ್ [451,1800,558,1816]
market-row [1252,1013,1490,1035]
market-subtitle: ದಿ. ೨೨-೫-೨೦೨೪ರಂದು ಪ್ರತಿ ಕ್ವಿಂಗೆ [1293,733,1449,748]
col4-lead-text: ಹೋರಾಟ ಮಾಡಲು ಗುಂಪಿನ ಭಾಗದಲ್ಲಿ ಕರೆದಿದ್ದ ರೈತ ಸಂಘದ ಸಭೆಯಲ್ಲಿ ತೀರ್ಮಾನ ತೆಗೆದುಕೊಳ್ಳಲಾಯಿತು. [604,454,761,533]
good-word-credit: – ಸಮಯೋಚಿತ ಪದ್ಯಮಾಲಿಕಾ [216,221,358,237]
paper-name: ಕೋಲಾರ ಪತ್ರಿಕೆ [55,51,135,69]
akashavani-box [1242,80,1500,654]
program-block: ಇಂದು ಸಂಜೆ ೫ ಘಂಟೆಗೆ [451,1824,558,1840]
dancer2-skirt [968,1449,1061,1539]
today-programs-banner [46,446,573,496]
program-block: ಕೋಲಾರದ ವಿದ್ಯುತ್ ಕಾಲೋನಿಯ ವಿದ್ಯಾಗಣಪತಿ ದೇವಾಲಯದಲ್ಲಿ ಹುಣ್ಣಿಮೆ ಸಲುವಾಗಿ ಇಂದು ಬೆಳಿಗ್ಗೆ ೧೦.೩೦ ಘಂಟೆಗೆ ಸಾಮೂಹಿಕ ಸತ್ಯನಾರಾಯಣ ಪೂಜಾ ಪ್ರಾರಂಭ, ಮಧ್ಯಾಹ್ನ ೧೨ಕ್ಕೆ ಕಥಾಶ್ರವಣ, ೧೨-೩೦ಕ್ಕೆ ಮಂಗಳಾರತಿ, ೨ ಘಂಟೆಯವರೆಗೆ ಪೂಜಾ ಸಮಯ, ಬಳಿಕ ಗುಡಿ ಬಾಗಿಲು ಮುಚ್ಚುವಿಕೆ. [46,538,226,697]
good-word-title: ಇಂದಿನ ಒಳ್ಳೆ ಮಾತು [125,90,292,120]
column-rule-2 [413,501,416,2449]
market-row [1252,862,1490,884]
program-block: ಇಂದು ಬೆಳಿಗ್ಗೆ ೧೦ ಘಂಟೆಗೆ [266,1322,383,1339]
liquor-ban-headline: ಚುನಾವಣೆ ಹಿನ್ನೆಲೆ: ಜೂನ್ ೧-೩ರವರೆಗೆ ಮದ್ಯಮಾರಾಟಇಲ್ಲ [610,547,755,616]
manjahalli-dateline: ಬಂಗಾರಪೇಟೆ ಮೇ ೨೩ [421,132,521,148]
program-block: ಮುಳಬಾಗಿಲಿನ ಪ್ರಸನ್ನ ಆಂಜನೇಯಸ್ವಾಮಿ ದೇವಾಲಯದಲ್ಲಿ ೧೦ಕ್ಕೆ ವಿಶೇಷ ಪೂಜೆ, ಅಭಿಷೇಕ, ಮಧ್ಯಾಹ್ನ ೧೨ ಘಂಟೆಗೆ ರಥೋತ್ಸವ, ಸಂಜೆ ಬೆಳ್ಳಿ ರಥೋತ್ಸವ, ರಾತ್ರಿ ೮ ಘಂಟೆಗೆ ಪಲ್ಲಕ್ಕಿ ಉತ್ಸವ, ೯ಕ್ಕೆ ಹೂವಿನ ರಥೋತ್ಸವ, ಸಾಂಸ್ಕೃತಿಕ ಕಾರ್ಯಕ್ರಮ, ಅನ್ನ ಸಂತರ್ಪಣೆ, ಶುಭಾಶೀರ್ವಚನ, ಮಂಗಳಾರತಿ, ಶುಭಮಂಗಳ. [46,1203,226,1383]
hani-line: ಹಣ, ಆಸ್ತಿ, ವಾಹನಗಳು ಕೂಡಾ ಪಣಕ್ಕೆ [66,376,234,392]
program-block: ಮಹೇಂದ್ರವರ್ಮ [454,757,555,779]
good-word-body: ಚಿಂತೆಗೂ ಮತ್ತು ಚಿತೆಗೂ ಒಂದೇ ಒಂದು ಸೊನ್ನೆ ಮಾತ್ರ ವ್ಯತ್ಯಾಸವಿದೆ. ಚಿತೆಯು ಜೀವವಿಲ್ಲದ ಕಳೇಬರವನ್ನು ಸುಡಲಿದೆ. ಆದರೆ ಚಿಂತೆಯು ಬದುಕಿರುವ ವ್ಯಕ್ತಿಯನ್ನು ಜೀವನದುದ್ದಕ್ಕೂ ಸುಡಲಿದೆ. [59,129,358,212]
panchanga-line: ಶ್ರೀ ಕ್ರೋಧಿ ನಾಮ ಸಂವತ್ಸರ, ಉತ್ತರಾಯಣ, ವಸಂತ ಋತು, ವೈಶಾಖ ಶುಕ್ಲ ಪೌರ್ಣಮಿ - ವಿಶಾಖ ಬುಧ ಪೂರ್ಣಿಮಾ [243,51,790,69]
price-range: 6000-10000 [1402,1014,1489,1033]
date-label [1339,49,1488,73]
liquor-ban-p2: ಮತದಾನದ ದಿನದಂದು ಮತಗಟ್ಟೆ ಸುತ್ತಮುತ್ತ ಯಾವುದೇ ಅಹಿತಕರ ಘಟನೆ ನಡೆಯದಂತೆ ಪೊಲೀಸ್ ಬಂದೋಬಸ್ತ್ ಕಲ್ಪಿಸಲಾಗಿದ್ದು, ಅಬಕಾರಿ ಇಲಾಖೆ ಅಧಿಕಾರಿಗಳು ತಪಾಸಣೆ ನಡೆಸಲಿದ್ದಾರೆ. ನಿಯಮ ಉಲ್ಲಂಘಿಸುವವರ ವಿರುದ್ಧ ಕಾನೂನು ಕ್ರಮ ಕೈಗೊಳ್ಳುವುದಾಗಿ ಎಚ್ಚರಿಕೆ ನೀಡಿದ್ದಾರೆ. [604,986,761,1191]
program-block: ಪ್ರಜ್ವಲ್, ಇಷಾಚಟೋಪ್ರ ಸಾಧು, ಬುಲೆಟ್‌ಪ್ರಕಾಶ್ [433,1014,576,1050]
tower-cup [843,477,943,531]
akashavani-date: ೨೩-೫-೨೦೨೪ [1254,129,1325,146]
commodity-name: ಆಲೂಗಡ್ಡೆ [1254,1060,1305,1077]
program-block: ಕೆಂಪಯ್ಯ ಐಪಿಎಸ್ [267,1523,382,1546]
program-block: ಇಂದು ಬೆಳಿಗ್ಗೆ ೯ ಘಂಟೆಗೆ [270,1013,379,1030]
market-row [1252,970,1490,992]
program-block: ಮೇಕಪ್ [298,1342,351,1365]
program-block: ಅನ್ನ ಅಂದ್ರೆ ನಮ್ಮಪ್ಪ [445,1773,564,1796]
dancer1-face [809,1325,835,1352]
program-block: ಕೋಲಾರ ತಾಲೂಕು ಗಟ್ಟಹಳ್ಳಿಯ ಭಕ್ತಾಂಜನೇಯಸ್ವಾಮಿ ಬ್ರಹ್ಮರಥೋತ್ಸವ ಕಾರ್ಯಕ್ರಮದಲ್ಲಿ ಇಂದು ಬೆಳಿಗ್ಗೆ ೯-೦೦ ಘಂಟೆಗೆ ಗಟ್ಟಹಳ್ಳಿಯ ತಂಡದವರಿಂದ ನಾದಸ್ವರ ವಾದನ, ೧೦ ಘಂಟೆಯಿಂದ ಬೆಂಗಳೂರು ಬಸವನಗುಡಿಯ ರಾಮಕೃಷ್ಣ ಮಠದ ಸ್ವಾಮಿ ತದ್ಯುಕ್ತಾನಂದಜೀ ಮಹರಾಜ್ ಮತ್ತು ಕೋಲ್ಕತ್ತಾದ ಬೇಲೂರು ಮಠದ ಸ್ವಾಮಿ ವಿಶೇಷಾನಂದಜೀ ಮಹರಾಜ್‌ರ ನೇತೃತ್ವದಲ್ಲಿ ಸತ್ಸಂಗ ಭಜನೆ ಕಾರ್ಯಕ್ರಮ, ಮಧ್ಯಾಹ್ನ ೧೨.೩೦ ಘಂಟೆಗೆ ಬ್ರಹ್ಮರಥೋತ್ಸವ, ಮಹಾ ಮಂಗಳಾರತಿ, ನೈವೇದ್ಯ ಸಮರ್ಪಣೆ, ಪ್ರಸಾದ ವಿನಿಯೋಗ. [46,779,226,1041]
program-block: ಇಂದು ಮ. ೩ ಘಂಟೆಗೆ [454,807,555,823]
tailoring-camp-headline: ಮಹಿಳೆಯರಿಗಾಗಿ ಉಚಿತ ಟೈಲರಿಂಗ್ ತರಬೇತಿ ಶಿಬಿರ [613,1205,752,1250]
program-block: ಜೈ ಭಜರಂಗಬಲಿ [273,1252,376,1274]
manjahalli-article [383,85,559,444]
program-block: ರಕ್ಷಿತ್‌ಶೆಟ್ಟಿ, ರುಕ್ಮಿಣಿ ವಸಂತ್ ರಮೇಶ್ ಇಂದಿರಾ [423,1128,586,1164]
market-row [1252,905,1490,927]
car-windows [1309,1732,1463,1769]
manjahalli-heading: ಮಂಜಹಳ್ಳಿಯಲ್ಲಿ ಮಹಾಪ್ರತ್ಯಂಗಿರಾಹೋಮ [407,86,535,124]
program-block: ಇಂದು ಬೆಳಿಗ್ಗೆ ೮ ಘಂಟೆಗೆ [270,1232,379,1248]
akashavani-dateline [1254,129,1489,147]
flood-water [1193,2274,1496,2342]
price-range: 2000-3000 [1412,884,1489,904]
program-block: ಮುಳಬಾಗಿಲು [102,1179,170,1197]
program-block: ಶಶಿಕುಮಾರ್, ರಂಭಾ ಪ್ರಭಾಕರ್, ಬ್ರಹ್ಮಾವರ [253,1549,396,1586]
market-row [1252,1035,1490,1057]
column-rule-1 [233,501,236,2449]
hani-box [46,260,371,449]
programs-col3 [423,504,586,2444]
commodity-name: ದಪ್ಪ ಮೆ.ಕಾಯಿ [1254,865,1328,882]
tower-frame [852,526,950,719]
market-row [1252,1143,1490,1165]
deity-idol-gold [1273,1332,1320,1407]
tank-p4: ಗೂಡಿದ್ದ ನೀರಿನ ಟ್ಯಾಂಕೊಂದು ಸುಮಾರು ಅವಧಿಯಲ್ಲಿ ಅದರಲ್ಲೂ ಶಿಥಿಲಾವಸ್ಥೆಯಲ್ಲಿದ್ದರೂ ಸಾರ್ವಜನಿಕರಿಗೆ ಯಾವುದೇ ತೊಂದರೆಯೊಡ್ಡದೇ ನಿಂತಲ್ಲೆ ಕುಸಿದು ನಿಂತಿದೆ. [775,1053,1238,1093]
program-block: ಕಾಟೇರ [482,1342,527,1364]
volleyball-body [775,2076,1113,2445]
good-word-box [46,80,371,257]
program-block: ದರ್ಶನ್, ಆರಾಧನಾ ಕು.ಗೋವಿಂದು, ಶ್ರುತಿ [425,1368,584,1404]
liquor-ban-body [604,625,761,1193]
price-range: 1000-1500 [1412,906,1489,925]
commodity-name: ಶೇಂಗಾಬೀಜ [1254,1038,1313,1055]
akashavani-afternoon: ಮಧ್ಯಾಹ್ನ ೧೨-೧೫ ವನಿತಾ ವಿಹಾರ: ರೂಪಕ- ಶ್ರವ್ಯದೊಳಗೊಬ್ಬ ದೀಪಧಾರಿ, ೧೨-೩೦ ಆರೋಗ್ಯ ಸಂಚಿಕೆ, ೧-೦೦ ಚಿತ್ರಗೀತೆ, ೧-೨೦ ಶ್ರೀನಿವಾಸ್‌ರಿಂದ ಭಜನ್ ಪದ, ೧-೩೦ ಕಾರ್ಮಿಕರಿಗಾಗಿ, ೧-೪೫ ಭಾವಗೀತೆ, ಸಂಜೆ ೪-೩೦ ಗಿಮಿಕ್ಸ್, ೬-೦೦ ಕೃಷಿರಂಗ, ೬-೩೦ ದೇಶಭಕ್ತಿಗೀತೆ, ೭-೦೦ ವಾರ್ತೆ, ೭-೩೦ ಕನ್ನಡ ವಾರ್ತೆ, ೮-೦೦ ಚಿಂತನ, ೮-೩೦ ಸಂಗೀತ ಸಂಜೆ, ೯-೪೫ ಭಾವಗೀತೆ, ೧೦-೩೦ ಲಘು ಶಾಸ್ತ್ರೀಯ ಸಂಗೀತ, ಕಾರ್ಯಕ್ರಮಗಳು ಪ್ರಸಾರವಾಗಲಿದೆ. [1254,347,1489,575]
program-block: ಕೋಲಾರ [301,744,348,762]
priest-head [1400,1403,1428,1431]
dancer1-costume [793,1353,854,1423]
akashavani-morning: ಬೆಳಿಗ್ಗೆ ೬-೧೦ ಡಾ| ಚಂದ್ರಶೇಖರ್‌ರಿಂದ ಚಿಂತನ, ೬-೧೫ ಶುಭೋದಯ ಕರ್ನಾಟಕ, ೬-೪೫ ಶ್ರೀಪಾದ ಹೆಗಡೆರಿಂದ ಹೆಲ್ತ್‌ಸೂತ್ರ, ೭-೧೫ ಎಂ. ಶಕುಂತಲಾರಿಂದ ಭಕ್ತಿಗೀತೆ, ೭-೪೫ ಚಿತ್ರಗೀತೆ, ೮-೩೦ ಶಶಿಕಲಾ ಭಟ್‌ರಿಂದ ಹಿಂದೂಸ್ತಾನಿ ಗಾಯನ, ೯-೧೫ ವಿಶೇಷ ರೂಪಕ- ಬೆಳಕು ತೋರಿದ ಬುದ್ಧ, ೯-೩೦ ಆಕಾಶಗಂಗೆ, ೧೧-೦೦ ಯಾದೋಂ ಕಿ ಬಹಾರ್, ೧೧-೩೦ ಉಮಂಗ್. [1254,154,1489,335]
wheel-lock-photo [1190,1688,1499,1994]
kalyanotsava-photo [1190,1285,1499,1470]
rangapravesha-body [775,1562,1113,1948]
main-col1: ಬಂಗಾರಪೇಟೆ ಮೇ ೨೨ ಜಿಲ್ಲಾದ್ಯಂತ ಮುಂಗಾರು ಮಳೆ, ಬಿರುಗಾಳಿ, ಆಲಿಕಲ್ಲಿಗೆ ನಷ್ಟವಾಗಿರುವ ಬೆಳೆ ಸಮೀಕ್ಷೆ ಮಾಡಲು ವಿಶೇಷ ತಂಡ ರಚನೆ ಮಾಡಿ ಪ್ರತಿ ಎಕರೆಗೆ ೨ ಲಕ್ಷ ಪರಿಹಾರ ನೀಡಬೇಕು ಎಂದು ರೈತ ಸಂಘದ ಮುಖಂಡರು ಒತ್ತಾಯಿಸಿದರು. [569,140,783,263]
commodity-name: ಮೂಲಂಗಿ [1254,1081,1304,1098]
akashavani-title: ಆಕಾಶವಾಣಿ [1313,88,1429,122]
program-block [427,1286,582,1289]
price-range: 3000-6000 [1412,798,1489,817]
program-block: ಕ್ಯಾನೂರಿನ ಚೌಡೇಶ್ವರಿ ದೇವಾಲಯದ ಬ್ರಹ್ಮರಥೋತ್ಸವದಲ್ಲಿ ಬೆಳಿಗ್ಗೆ ಗಣಹೋಮ, ಮಧ್ಯಾಹ್ನ ೧೨-೩೦ಕ್ಕೆ ಮಹಾ ರಥೋತ್ಸವ, ಅನ್ನ ಸಂತರ್ಪಣೆ, ರಾತ್ರಿ ಚಿತ್ರ ಪ್ರದರ್ಶನ, ನಾಳೆ ಹಗಲು ವಸಂತೋತ್ಸವ, ರಾತ್ರಿ ಹೂವಿನ ಪಲ್ಲಕ್ಕಿ ಉತ್ಸವ, ಸುಣ್ಣದ ಪೂಜೆ, ದೀಪೋತ್ಸವ, ಉರುಸು ಸೇವೆ, ಭಕ್ತಾದಿಗಳಿಂದ ವಿಶೇಷ ಹರಕೆ ಸೇವೆಗಳು, ಶುಭಮಂಗಳ, ಉಚಿತ ಪ್ರಸಾದ ವಿನಿಯೋಗ, ಅಲಂಕಾರ ದರ್ಶನ. [46,1419,226,1621]
main-article-body [569,137,1234,433]
program-block: ಜೀ ಪಿಕ್ಚರ್ [477,712,532,731]
commodity-name: ಹಾಗಲಕಾಯಿ [1254,800,1318,817]
program-block: ಅರಣ್ಯಕಾಂಡ [467,1682,542,1705]
program-block: ಕೋಲಾರದ ಪಿ.ಸಿ. ಬಡಾವಣೆಯ ರೇಣುಕಾ ಯಲ್ಲಮ್ಮ ದೇವಿಯ ಹೂವಿನ ಕರಗ ಮಹೋತ್ಸವದಲ್ಲಿ ಇಂದು ಕರಗ ಶಕ್ತ್ಯುತ್ಸವ, ನಾಳೆ ಸಂಜೆ ಅಗ್ನಿಕುಂಡ ಪ್ರವೇಶ, ರಾತ್ರಿ ಬಾರಕ ಪೂಜೆ, ಶನಿವಾರದಂದು ಮಾತಪ್ಪರಿಂದ ಇಂದು ಕೇಂದ್ರ ಸ್ಥಾನದಲ್ಲಿದ್ದು ಪ್ರಸ್ತುತ ಕೆಲಸ ಕಾರ್ಯಗಳನ್ನು ನಿರ್ವಹಿಸುವಿಕೆ. [243,767,406,928]
waterlogging-photo [1190,2140,1499,2342]
program-block: ಇಂದು ರಾತ್ರಿ ೯ ಘಂಟೆಗೆ [453,968,556,984]
program-block: ರಿಷಿ [312,1433,337,1455]
fallen-tank-photo [1018,465,1241,754]
market-row [1252,797,1490,819]
market-row [1252,776,1490,797]
commodity-name: ಹೀರೇಕಾಯಿ [1254,1103,1312,1120]
program-block: ದಾಸ್, ಪ್ರಭಾಕರ್, ಅರ್ಚನಾ ಅಂಬರೀಶ್ [443,1709,566,1745]
dancer-photos [775,1291,1113,1553]
sports-court [1021,714,1238,752]
commodity-name: ಬೀಟ್‌ರೂಟ್ [1254,779,1317,796]
market-row [1252,927,1490,949]
program-block: ಪ್ರಭಾಕರ್, ವಿನೀತಾ ಪೂಜಾ, ಜೈಜಗದೀಶ್ [444,1938,565,1974]
page-frame-bottom [42,2452,1500,2455]
program-block [427,1414,582,1417]
sankshipta-item3-text: ಶ್ರೀನಿವಾಸಪುರದ ಗ್ರಂಥಾಲಯದ ಆವರಣದಲ್ಲಿಯೂ ಸಹ ಮಳೆ ಬಿದ್ದ ಸಂದರ್ಭದಲ್ಲಿ ಗ್ರಂಥಾಲಯದ ಸುತ್ತ ಆಗಿದ್ದು ಮಳೆ ನೀರು ಶೇಖರಣೆಯಾಗಿ ಓದುಗರು ಗ್ರಂಥಾಲಯಕ್ಕೆ ಬರಲು ಪರದಾಡುತ್ತಿದ್ದು ಹಲವು ಬಾರಿ ಚರಂಡಿ ನಿರ್ಮಾಣ ಅಥವಾ ಪರ್ಯಾಯ ವ್ಯವಸ್ಥೆ ಕಲ್ಪಿಸುವಂತೆ ಮನವಿ ಮಾಡಿದರೂ ಫಲ ನೀಡಿಲ್ಲ. [1122,2351,1500,2436]
commodity-name: ಸೌತೆಕಾಯಿ [1254,973,1306,990]
commodity-name: ಟೊಮೊಟೊ [1254,1146,1316,1163]
program-block: ಶಿವರಾಜಕುಮಾರ್, ಸಿಂಧು ವಿ. ರಾಘವೇಂದ್ರ, ರಾಧಿಕಾ [259,1459,390,1495]
hani-line: ಫಲಿತಾಂಶ ಬರುವ ತನಕ ಬರೀ ಊಹಾಪೋಹ [66,398,258,414]
market-table [1252,754,1490,1165]
commodity-name: ಹುರುಳೀಕಾಯಿ [1254,757,1325,774]
market-title: ಮಾರುಕಟ್ಟೆ ಧಾರಣೆ [1275,693,1468,728]
deity-idol-green [1224,1337,1267,1407]
program-block: ಇಂದು ಮ. ೧ ಘಂಟೆಗೆ [274,1413,375,1429]
weekday: ಗುರುವಾರ [1338,53,1389,71]
program-block: ಸತ್ಯನಾರಾಯಣಪೂಜೆ [83,513,189,531]
tailoring-camp-body [604,1258,761,1681]
program-block: ಇಂದು ರಾತ್ರಿ ೮ ಘಂಟೆಗೆ [453,510,556,525]
